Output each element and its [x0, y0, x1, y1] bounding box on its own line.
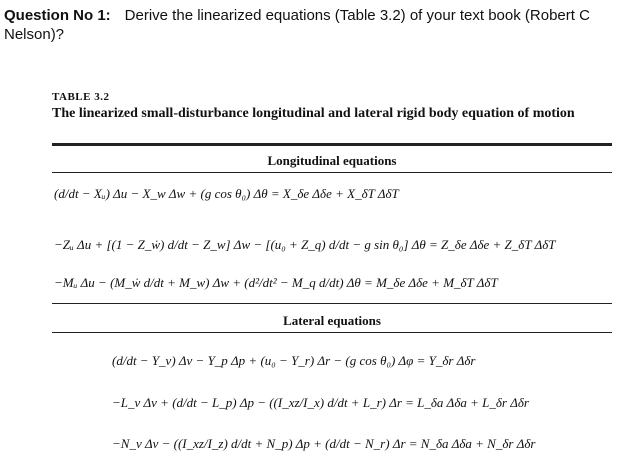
question-label: Question No 1:	[4, 7, 111, 24]
longitudinal-rule	[52, 172, 612, 173]
longitudinal-equation-1: (d/dt − Xᵤ) Δu − X_w Δw + (g cos θ₀) Δθ = X_δe Δδe + X_δT ΔδT	[54, 186, 399, 201]
question-body: Derive the linearized equations (Table 3.2) of your text book (Robert C Nelson)?	[4, 7, 590, 43]
section-divider	[52, 303, 612, 304]
lateral-rule	[52, 332, 612, 333]
lateral-equation-1: (d/dt − Y_v) Δv − Y_p Δp + (u₀ − Y_r) Δr − (g cos θ₀) Δφ = Y_δr Δδr	[112, 353, 476, 368]
table-caption: The linearized small-disturbance longitudinal and lateral rigid body equation of motion	[52, 106, 575, 121]
question-text	[4, 6, 628, 44]
lateral-heading: Lateral equations	[283, 313, 381, 328]
longitudinal-equation-2: −Zᵤ Δu + [(1 − Z_ẇ) d/dt − Z_w] Δw − [(u₀ + Z_q) d/dt − g sin θ₀] Δθ = Z_δe Δδe + Z_δT ΔδT	[54, 237, 556, 252]
lateral-equation-3: −N_v Δv − ((I_xz/I_z) d/dt + N_p) Δp + (d/dt − N_r) Δr = N_δa Δδa + N_δr Δδr	[112, 436, 536, 451]
lateral-equation-2: −L_v Δv + (d/dt − L_p) Δp − ((I_xz/I_x) d/dt + L_r) Δr = L_δa Δδa + L_δr Δδr	[112, 395, 529, 410]
top-rule	[52, 143, 612, 146]
longitudinal-equation-3: −Mᵤ Δu − (M_ẇ d/dt + M_w) Δw + (d²/dt² − M_q d/dt) Δθ = M_δe Δδe + M_δT ΔδT	[54, 275, 498, 290]
table-label: TABLE 3.2	[52, 91, 110, 103]
longitudinal-heading: Longitudinal equations	[267, 153, 397, 168]
